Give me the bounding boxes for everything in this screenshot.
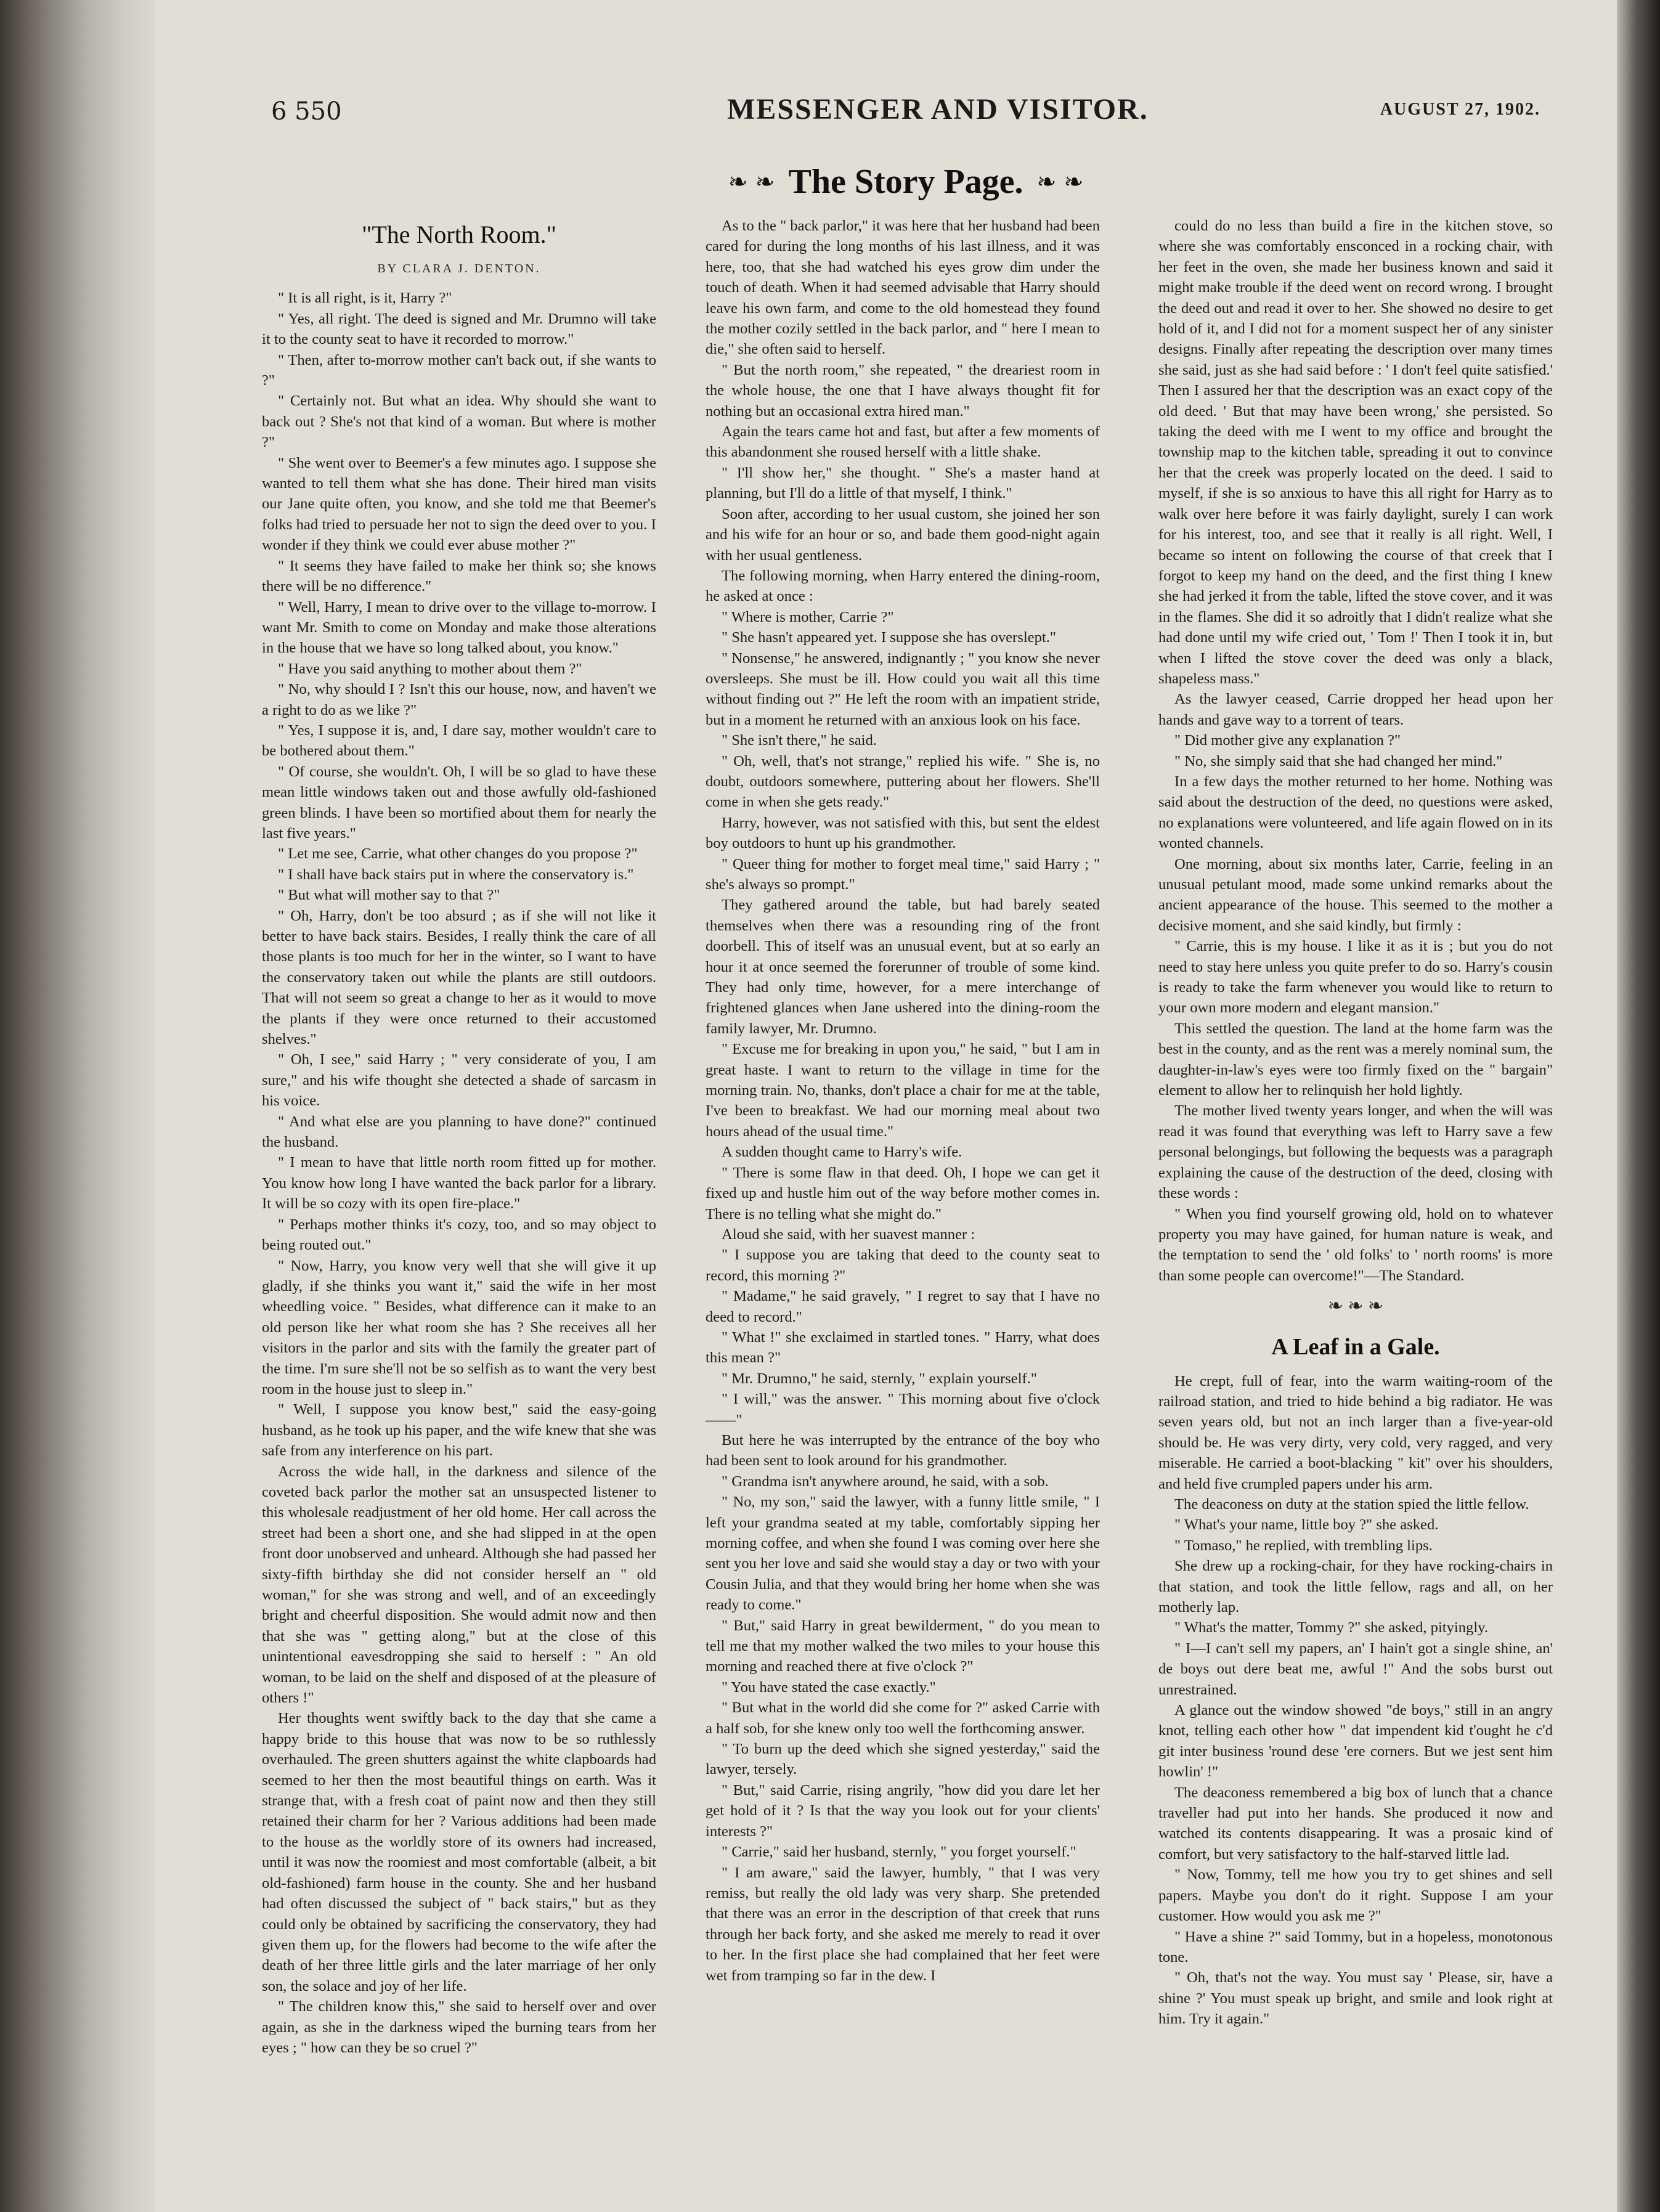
paragraph: " No, why should I ? Isn't this our house, now, and haven't we a right to do as we like ?" bbox=[262, 681, 656, 718]
paragraph: " Oh, Harry, don't be too absurd ; as if she will not like it better to have back stairs. Besides, I really think the care of all those plants is too much for her in the winter, so I want to have the conservatory taken out while the plants are still outdoors. That will not seem so great a change to her as it would to move the plants if they were once returned to their accustomed shelves." bbox=[262, 907, 656, 1048]
paragraph: " There is some flaw in that deed. Oh, I hope we can get it fixed up and hustle him out of the way before mother comes in. There is no telling what she might do." bbox=[706, 1164, 1100, 1222]
column-1-body bbox=[262, 288, 656, 2058]
paragraph: " To burn up the deed which she signed yesterday," said the lawyer, tersely. bbox=[706, 1741, 1100, 1778]
paragraph: Aloud she said, with her suavest manner : bbox=[722, 1226, 975, 1243]
paragraph: In a few days the mother returned to her home. Nothing was said about the destruction of the deed, no questions were asked, no explanations were volunteered, and life again flowed on in its wonted channels. bbox=[1158, 773, 1553, 852]
fleuron-icon: ❧ ❧ bbox=[1036, 168, 1084, 195]
paragraph: " I will," was the answer. " This morning about five o'clock——" bbox=[706, 1391, 1100, 1428]
paragraph: A sudden thought came to Harry's wife. bbox=[722, 1144, 962, 1161]
paragraph: " She hasn't appeared yet. I suppose she has overslept." bbox=[722, 629, 1056, 646]
paragraph: " It is all right, is it, Harry ?" bbox=[278, 290, 452, 307]
story-2-body bbox=[1158, 1371, 1553, 2030]
paragraph: " What's your name, little boy ?" she asked. bbox=[1174, 1516, 1439, 1534]
paragraph: " Oh, well, that's not strange," replied his wife. " She is, no doubt, outdoors somewhere, puttering about her flowers. She'll come in when she gets ready." bbox=[706, 752, 1100, 811]
paragraph: " Of course, she wouldn't. Oh, I will be so glad to have these mean little windows taken out and those awfully old-fashioned green blinds. I have been so mortified about them for nearly the last five years." bbox=[262, 763, 656, 842]
paragraph: Her thoughts went swiftly back to the day that she came a happy bride to this house that was now to be so ruthlessly overhauled. The green shutters against the white clapboards had seemed to her then the most beautiful things on earth. Was it strange that, with a fresh coat of paint now and then they still retained their charm for her ? Various additions had been made to the house as the worldly store of its owners had increased, until it was now the roomiest and most comfortable (albeit, a bit old-fashioned) farm house in the county. She and her husband had often discussed the subject of " back stairs," but as they could only be obtained by sacrificing the conservatory, they had given them up, for the flowers had become to the wife after the death of her three little girls and the later marriage of her only son, the solace and joy of her life. bbox=[262, 1710, 656, 1994]
paragraph: " Well, I suppose you know best," said the easy-going husband, as he took up his paper, and the wife knew that she was safe from any interference on his part. bbox=[262, 1401, 656, 1460]
paragraph: " Queer thing for mother to forget meal time," said Harry ; " she's always so prompt." bbox=[706, 855, 1100, 893]
paragraph: " I'll show her," she thought. " She's a master hand at planning, but I'll do a little of that myself, I think." bbox=[706, 464, 1100, 502]
column-3-body bbox=[1158, 216, 1553, 1286]
paragraph: " Tomaso," he replied, with trembling lips. bbox=[1174, 1537, 1433, 1554]
section-title: The Story Page. bbox=[788, 163, 1023, 201]
paragraph: " I suppose you are taking that deed to the county seat to record, this morning ?" bbox=[706, 1246, 1100, 1284]
story-title: "The North Room." bbox=[362, 221, 556, 248]
paragraph: Again the tears came hot and fast, but after a few moments of this abandonment she roused herself with a little shake. bbox=[706, 423, 1100, 461]
paragraph: " It seems they have failed to make her think so; she knows there will be no difference." bbox=[262, 557, 656, 595]
paragraph: The deaconess on duty at the station spied the little fellow. bbox=[1174, 1495, 1529, 1513]
paragraph: " But," said Harry in great bewilderment, " do you mean to tell me that my mother walked the two miles to your house this morning and reached there at five o'clock ?" bbox=[706, 1617, 1100, 1675]
paragraph: " What's the matter, Tommy ?" she asked, pityingly. bbox=[1174, 1619, 1489, 1637]
column-3 bbox=[1158, 216, 1553, 2030]
column-2-body bbox=[706, 216, 1100, 1986]
paragraph: Soon after, according to her usual custom, she joined her son and his wife for an hour or so, and bade them good-night again with her usual gentleness. bbox=[706, 505, 1100, 564]
paragraph: One morning, about six months later, Carrie, feeling in an unusual petulant mood, made some unkind remarks about the ancient appearance of the house. This seemed to the mother a decisive moment, and she said kindly, but firmly : bbox=[1158, 855, 1553, 934]
page-edge-shadow bbox=[1617, 0, 1660, 2212]
paragraph: " I am aware," said the lawyer, humbly, " that I was very remiss, but really the old lady was very sharp. She pretended that there was an error in the description of that creek that runs through her back forty, and she asked me merely to read it over to her. In the first place she had complained that her feet were wet from tramping so far in the dew. I bbox=[706, 1864, 1100, 1984]
paragraph: " What !" she exclaimed in startled tones. " Harry, what does this mean ?" bbox=[706, 1328, 1100, 1367]
paragraph: could do no less than build a fire in the kitchen stove, so where she was comfortably ensconced in a rocking chair, with her feet in the oven, she made her business known and said it might make trouble if the deed went on record wrong. I brought the deed out and read it over to her. She showed no desire to get hold of it, and I did not for a moment suspect her of any sinister designs. Finally after repeating the description over many times she said, just as she had said before : ' I don't feel quite satisfied.' Then I assured her that the description was an exact copy of the old deed. ' But that may have been wrong,' she persisted. So taking the deed with me I went to my office and brought the township map to the kitchen table, spreading it out to convince her that the creek was properly located on the deed. I said to myself, if she is so anxious to have this all right for Harry as to walk over here before it was fairly daylight, surely I can work for his interest, too, and see that it really is all right. Well, I became so intent on following the course of that creek that I forgot to keep my hand on the deed, and the first thing I knew she had jerked it from the table, lifted the stove cover, and it was in the flames. She did it so adroitly that I didn't realize what she had done until my wife cried out, ' Tom !' Then I took it in, but when I lifted the stove cover the deed was only a black, shapeless mass." bbox=[1158, 218, 1553, 687]
paragraph: " Oh, I see," said Harry ; " very considerate of you, I am sure," and his wife thought she detected a shade of sarcasm in his voice. bbox=[262, 1051, 656, 1110]
paragraph: " Excuse me for breaking in upon you," he said, " but I am in great haste. I want to return to the village in time for the morning train. No, thanks, don't place a chair for me at the table, I've been to breakfast. We had our morning meal about two hours ahead of the usual time." bbox=[706, 1041, 1100, 1140]
fleuron-divider-icon: ❧ ❧ ❧ bbox=[1327, 1296, 1384, 1317]
paragraph: " Perhaps mother thinks it's cozy, too, and so may object to being routed out." bbox=[262, 1216, 656, 1254]
paragraph: " Madame," he said gravely, " I regret to say that I have no deed to record." bbox=[706, 1288, 1100, 1325]
paragraph: " I mean to have that little north room fitted up for mother. You know how long I have wanted the back parlor for a library. It will be so cozy with its open fire-place." bbox=[262, 1154, 656, 1213]
paragraph: " I—I can't sell my papers, an' I hain't got a single shine, an' de boys out dere beat me, awful !" And the sobs burst out unrestrained. bbox=[1158, 1640, 1553, 1698]
paragraph: " Certainly not. But what an idea. Why should she want to back out ? She's not that kind of a woman. But where is mother ?" bbox=[262, 392, 656, 451]
paragraph: Across the wide hall, in the darkness and silence of the coveted back parlor the mother sat an unsuspected listener to this wholesale readjustment of her old home. Her call across the street had been a short one, and she had slipped in at the open front door unobserved and unheard. Although she had passed her sixty-fifth birthday she did not consider herself an " old woman," for she was strong and well, and of an exceedingly bright and cheerful disposition. She would admit now and then that she was " getting along," but at the close of this unintentional eavesdropping she said to herself : " An old woman, to be laid on the shelf and disposed of at the pleasure of others !" bbox=[262, 1463, 656, 1707]
paragraph: " Have you said anything to mother about them ?" bbox=[278, 660, 582, 677]
byline: BY CLARA J. DENTON. bbox=[377, 262, 541, 275]
paragraph: But here he was interrupted by the entrance of the boy who had been sent to look around for his grandmother. bbox=[706, 1431, 1100, 1470]
paragraph: They gathered around the table, but had barely seated themselves when there was a resounding ring of the front doorbell. This of itself was an unusual event, but at so early an hour it at once seemed the forerunner of trouble of some kind. They had only time, however, for a mere interchange of frightened glances when Jane ushered into the dining-room the family lawyer, Mr. Drumno. bbox=[706, 897, 1100, 1037]
paragraph: Harry, however, was not satisfied with this, but sent the eldest boy outdoors to hunt up his grandmother. bbox=[706, 814, 1100, 852]
section-heading bbox=[696, 154, 1115, 209]
paragraph: " Yes, I suppose it is, and, I dare say, mother wouldn't care to be bothered about them." bbox=[262, 722, 656, 760]
page-number: 6 550 bbox=[271, 97, 342, 126]
paragraph: " Grandma isn't anywhere around, he said, with a sob. bbox=[722, 1473, 1049, 1490]
paragraph: " And what else are you planning to have done?" continued the husband. bbox=[262, 1113, 656, 1151]
paragraph: " Well, Harry, I mean to drive over to the village to-morrow. I want Mr. Smith to come on Monday and make those alterations in the house that we have so long talked about, you know." bbox=[262, 598, 656, 657]
paragraph: " No, she simply said that she had changed her mind." bbox=[1174, 752, 1503, 770]
paragraph: " Mr. Drumno," he said, sternly, " explain yourself." bbox=[722, 1370, 1037, 1387]
column-2 bbox=[706, 216, 1100, 1986]
paragraph: " She isn't there," he said. bbox=[722, 732, 877, 749]
paragraph: " But the north room," she repeated, " the dreariest room in the whole house, the one that I have always thought fit for nothing but an occasional extra hired man." bbox=[706, 361, 1100, 420]
issue-date: AUGUST 27, 1902. bbox=[1380, 100, 1540, 119]
paragraph: " But what in the world did she come for ?" asked Carrie with a half sob, for she knew only too well the forthcoming answer. bbox=[706, 1699, 1100, 1737]
paragraph: As to the " back parlor," it was here that her husband had been cared for during the long months of his last illness, and it was here, too, that she had watched his eyes grow dim under the touch of death. When it had seemed advisable that Harry should leave his own farm, and come to the old homestead they found the mother cozily settled in the back parlor, and " here I mean to die," she often said to herself. bbox=[706, 218, 1100, 358]
paragraph: " Did mother give any explanation ?" bbox=[1174, 732, 1401, 749]
paragraph: " Then, after to-morrow mother can't back out, if she wants to ?" bbox=[262, 351, 656, 389]
masthead bbox=[271, 92, 1540, 142]
paragraph: " Carrie," said her husband, sternly, " you forget yourself." bbox=[722, 1844, 1076, 1861]
paragraph: " You have stated the case exactly." bbox=[722, 1678, 936, 1696]
paragraph: He crept, full of fear, into the warm waiting-room of the railroad station, and tried to hide behind a big radiator. He was seven years old, but not an inch larger than a five-year-old should be. He was very dirty, very cold, very ragged, and very miserable. He carried a boot-blacking " kit" over his shoulders, and held five crumpled papers under his arm. bbox=[1158, 1372, 1553, 1492]
story-title-2: A Leaf in a Gale. bbox=[1271, 1333, 1440, 1360]
paragraph: " Now, Tommy, tell me how you try to get shines and sell papers. Maybe you don't do it right. Suppose I am your customer. How would you ask me ?" bbox=[1158, 1866, 1553, 1925]
paragraph: The mother lived twenty years longer, and when the will was read it was found that everything was left to Harry save a few personal belongings, but following the bequests was a paragraph explaining the cause of the destruction of the deed, closing with these words : bbox=[1158, 1102, 1553, 1202]
book-binding-shadow bbox=[0, 0, 154, 2212]
paragraph: A glance out the window showed "de boys," still in an angry knot, telling each other how " dat impendent kid t'ought he c'd git inter business 'round dese 'ere corners. But we jest sent him howlin' !" bbox=[1158, 1702, 1553, 1781]
paragraph: The deaconess remembered a big box of lunch that a chance traveller had put into her hands. She produced it now and watched its contents disappearing. It was a prosaic kind of comfort, but very satisfactory to the half-starved little lad. bbox=[1158, 1784, 1553, 1863]
paragraph: " She went over to Beemer's a few minutes ago. I suppose she wanted to tell them what she has done. Their hired man visits our Jane quite often, you know, and she told me that Beemer's folks had tried to persuade her not to sign the deed over to you. I wonder if they think we could ever abuse mother ?" bbox=[262, 454, 656, 554]
paragraph: " I shall have back stairs put in where the conservatory is." bbox=[278, 866, 634, 883]
paragraph: " Let me see, Carrie, what other changes do you propose ?" bbox=[278, 845, 638, 863]
paragraph: " When you find yourself growing old, hold on to whatever property you may have gained, for human nature is weak, and the temptation to send the ' old folks' to ' north rooms' is more than some people can overcome!"—The Standard. bbox=[1158, 1205, 1553, 1284]
paragraph: " Have a shine ?" said Tommy, but in a hopeless, monotonous tone. bbox=[1158, 1928, 1553, 1966]
paragraph: " Nonsense," he answered, indignantly ; " you know she never oversleeps. She must be ill. How could you wait all this time without finding out ?" He left the room with an impatient stride, but in a moment he returned with an anxious look on his face. bbox=[706, 649, 1100, 728]
paragraph: " Carrie, this is my house. I like it as it is ; but you do not need to stay here unless you quite prefer to do so. Harry's cousin is ready to take the farm whenever you would like to return to your own more modern and elegant mansion." bbox=[1158, 938, 1553, 1017]
paragraph: She drew up a rocking-chair, for they have rocking-chairs in that station, and took the little fellow, rags and all, on her motherly lap. bbox=[1158, 1558, 1553, 1616]
paragraph: This settled the question. The land at the home farm was the best in the county, and as the rent was a merely nominal sum, the daughter-in-law's eyes were too firmly fixed on the " bargain" element to allow her to relinquish her hold lightly. bbox=[1158, 1020, 1553, 1099]
journal-title: MESSENGER AND VISITOR. bbox=[727, 93, 1149, 126]
paragraph: The following morning, when Harry entered the dining-room, he asked at once : bbox=[706, 567, 1100, 605]
paragraph: " Now, Harry, you know very well that she will give it up gladly, if she thinks you want it," said the wife in her most wheedling voice. " Besides, what difference can it make to an old person like her what room she has ? She receives all her visitors in the parlor and sits with the family the greater part of the time. I'm sure she'll not be so selfish as to want the very best room in the house just to sleep in." bbox=[262, 1257, 656, 1397]
paragraph: " No, my son," said the lawyer, with a funny little smile, " I left your grandma seated at my table, comfortably sipping her morning coffee, and when she found I was coming over here she sent you her love and said she would stay a day or two with your Cousin Julia, and that they would bring her home when she was ready to come." bbox=[706, 1494, 1100, 1614]
paragraph: " Yes, all right. The deed is signed and Mr. Drumno will take it to the county seat to have it recorded to morrow." bbox=[262, 310, 656, 348]
paragraph: " But," said Carrie, rising angrily, "how did you dare let her get hold of it ? Is that the way you look out for your clients' interests ?" bbox=[706, 1781, 1100, 1840]
paragraph: " But what will mother say to that ?" bbox=[278, 887, 500, 904]
paragraph: As the lawyer ceased, Carrie dropped her head upon her hands and gave way to a torrent of tears. bbox=[1158, 691, 1553, 728]
column-1 bbox=[262, 216, 656, 2058]
paragraph: " The children know this," she said to herself over and over again, as she in the darkness wiped the burning tears from her eyes ; " how can they be so cruel ?" bbox=[262, 1998, 656, 2056]
fleuron-icon: ❧ ❧ bbox=[728, 168, 775, 195]
paragraph: " Where is mother, Carrie ?" bbox=[722, 608, 894, 625]
paragraph: " Oh, that's not the way. You must say ' Please, sir, have a shine ?' You must speak up bright, and smile and look right at him. Try it again." bbox=[1158, 1969, 1553, 2028]
